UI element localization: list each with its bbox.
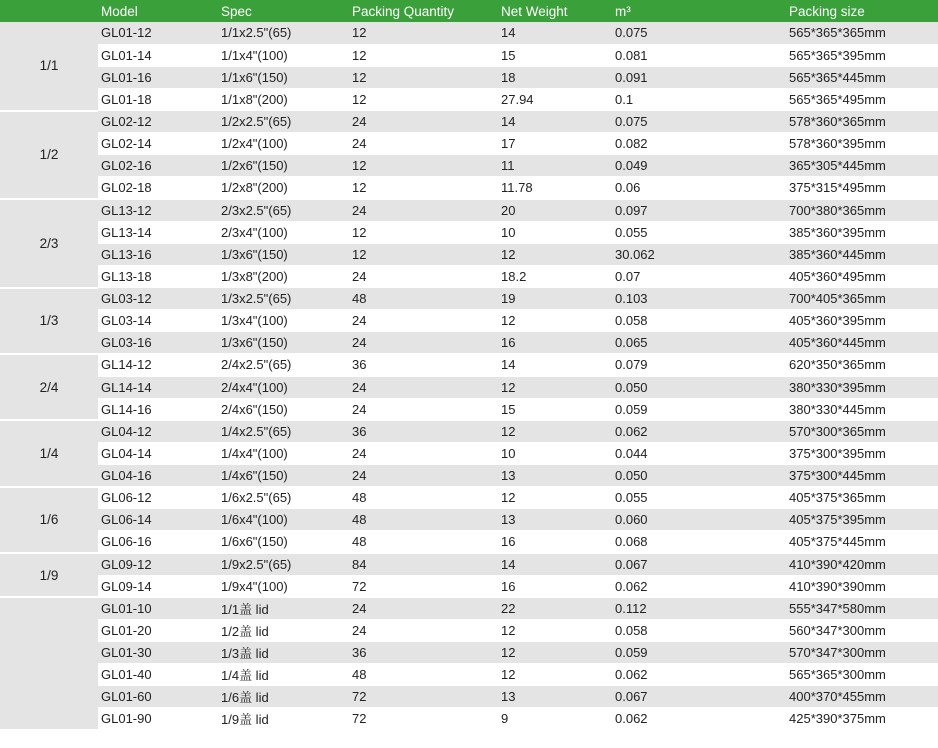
cell-net-weight: 11.78 bbox=[498, 177, 613, 199]
cell-packing-size: 405*360*445mm bbox=[787, 332, 938, 354]
header-row bbox=[0, 0, 938, 22]
cell-packing-quantity: 24 bbox=[350, 265, 498, 287]
cell-packing-size: 410*390*420mm bbox=[787, 553, 938, 575]
header-net-weight: Net Weight bbox=[498, 0, 613, 22]
cell-volume: 0.062 bbox=[613, 420, 787, 442]
cell-model: GL14-16 bbox=[98, 398, 219, 420]
cell-model: GL04-16 bbox=[98, 465, 219, 487]
cell-volume: 0.044 bbox=[613, 442, 787, 464]
cell-packing-quantity: 72 bbox=[350, 686, 498, 708]
cell-model: GL01-90 bbox=[98, 708, 219, 730]
group-label: 1/9 bbox=[0, 553, 98, 597]
header-group bbox=[0, 0, 98, 22]
cell-spec: 1/2x8"(200) bbox=[219, 177, 350, 199]
cell-packing-size: 565*365*495mm bbox=[787, 88, 938, 110]
cell-spec: 1/3盖 lid bbox=[219, 642, 350, 664]
cell-net-weight: 12 bbox=[498, 642, 613, 664]
cell-model: GL06-16 bbox=[98, 531, 219, 553]
cell-packing-quantity: 24 bbox=[350, 442, 498, 464]
cell-net-weight: 14 bbox=[498, 553, 613, 575]
cell-model: GL06-12 bbox=[98, 487, 219, 509]
cell-model: GL01-12 bbox=[98, 22, 219, 44]
cell-packing-quantity: 12 bbox=[350, 155, 498, 177]
cell-packing-quantity: 24 bbox=[350, 465, 498, 487]
header-model: Model bbox=[98, 0, 219, 22]
table-row bbox=[0, 708, 938, 730]
cell-spec: 1/1x2.5"(65) bbox=[219, 22, 350, 44]
cell-spec: 1/2盖 lid bbox=[219, 619, 350, 641]
cell-volume: 0.06 bbox=[613, 177, 787, 199]
cell-packing-size: 405*375*365mm bbox=[787, 487, 938, 509]
cell-packing-size: 385*360*445mm bbox=[787, 243, 938, 265]
group-label: 1/4 bbox=[0, 420, 98, 486]
cell-spec: 2/4x2.5"(65) bbox=[219, 354, 350, 376]
cell-model: GL01-30 bbox=[98, 642, 219, 664]
cell-volume: 0.082 bbox=[613, 133, 787, 155]
cell-model: GL01-20 bbox=[98, 619, 219, 641]
cell-packing-size: 565*365*445mm bbox=[787, 66, 938, 88]
cell-net-weight: 13 bbox=[498, 686, 613, 708]
table-body bbox=[0, 22, 938, 730]
cell-packing-quantity: 48 bbox=[350, 509, 498, 531]
cell-net-weight: 15 bbox=[498, 44, 613, 66]
cell-packing-quantity: 36 bbox=[350, 642, 498, 664]
group-label: 1/2 bbox=[0, 111, 98, 200]
cell-volume: 0.055 bbox=[613, 487, 787, 509]
cell-packing-quantity: 24 bbox=[350, 111, 498, 133]
table-row bbox=[0, 288, 938, 310]
cell-model: GL01-60 bbox=[98, 686, 219, 708]
cell-packing-quantity: 24 bbox=[350, 133, 498, 155]
cell-net-weight: 22 bbox=[498, 597, 613, 619]
cell-model: GL14-12 bbox=[98, 354, 219, 376]
cell-packing-size: 400*370*455mm bbox=[787, 686, 938, 708]
cell-volume: 0.081 bbox=[613, 44, 787, 66]
cell-volume: 0.049 bbox=[613, 155, 787, 177]
cell-volume: 0.103 bbox=[613, 288, 787, 310]
cell-spec: 2/3x4"(100) bbox=[219, 221, 350, 243]
cell-volume: 0.059 bbox=[613, 642, 787, 664]
cell-net-weight: 12 bbox=[498, 487, 613, 509]
cell-packing-quantity: 48 bbox=[350, 664, 498, 686]
cell-spec: 1/1x6"(150) bbox=[219, 66, 350, 88]
cell-spec: 1/6x4"(100) bbox=[219, 509, 350, 531]
table-row bbox=[0, 243, 938, 265]
table-row bbox=[0, 66, 938, 88]
table-row bbox=[0, 487, 938, 509]
cell-spec: 1/3x2.5"(65) bbox=[219, 288, 350, 310]
cell-volume: 0.097 bbox=[613, 199, 787, 221]
cell-packing-size: 555*347*580mm bbox=[787, 597, 938, 619]
cell-packing-quantity: 24 bbox=[350, 619, 498, 641]
cell-packing-size: 565*365*300mm bbox=[787, 664, 938, 686]
table-row bbox=[0, 22, 938, 44]
cell-net-weight: 14 bbox=[498, 354, 613, 376]
cell-spec: 2/3x2.5"(65) bbox=[219, 199, 350, 221]
group-label bbox=[0, 597, 98, 730]
table-row bbox=[0, 420, 938, 442]
group-label: 1/6 bbox=[0, 487, 98, 553]
table-row bbox=[0, 553, 938, 575]
cell-packing-size: 700*405*365mm bbox=[787, 288, 938, 310]
cell-volume: 0.067 bbox=[613, 553, 787, 575]
cell-packing-quantity: 48 bbox=[350, 487, 498, 509]
cell-packing-size: 405*360*395mm bbox=[787, 310, 938, 332]
cell-packing-size: 375*300*445mm bbox=[787, 465, 938, 487]
table-row bbox=[0, 111, 938, 133]
cell-net-weight: 16 bbox=[498, 332, 613, 354]
cell-model: GL14-14 bbox=[98, 376, 219, 398]
cell-volume: 0.062 bbox=[613, 575, 787, 597]
cell-net-weight: 16 bbox=[498, 575, 613, 597]
cell-packing-size: 560*347*300mm bbox=[787, 619, 938, 641]
cell-packing-quantity: 12 bbox=[350, 221, 498, 243]
group-label: 1/3 bbox=[0, 288, 98, 354]
cell-packing-quantity: 24 bbox=[350, 597, 498, 619]
cell-volume: 0.058 bbox=[613, 310, 787, 332]
cell-net-weight: 12 bbox=[498, 243, 613, 265]
cell-volume: 0.062 bbox=[613, 708, 787, 730]
header-packing-size: Packing size bbox=[787, 0, 938, 22]
cell-model: GL13-18 bbox=[98, 265, 219, 287]
cell-volume: 0.065 bbox=[613, 332, 787, 354]
cell-packing-size: 410*390*390mm bbox=[787, 575, 938, 597]
cell-model: GL02-18 bbox=[98, 177, 219, 199]
cell-packing-quantity: 84 bbox=[350, 553, 498, 575]
cell-model: GL13-12 bbox=[98, 199, 219, 221]
table-row bbox=[0, 332, 938, 354]
table-row bbox=[0, 531, 938, 553]
cell-spec: 1/1x8"(200) bbox=[219, 88, 350, 110]
cell-model: GL01-16 bbox=[98, 66, 219, 88]
cell-net-weight: 27.94 bbox=[498, 88, 613, 110]
cell-model: GL02-12 bbox=[98, 111, 219, 133]
cell-packing-quantity: 24 bbox=[350, 310, 498, 332]
cell-packing-size: 578*360*395mm bbox=[787, 133, 938, 155]
cell-net-weight: 17 bbox=[498, 133, 613, 155]
cell-spec: 1/9x4"(100) bbox=[219, 575, 350, 597]
table-row bbox=[0, 133, 938, 155]
cell-volume: 30.062 bbox=[613, 243, 787, 265]
cell-packing-size: 405*360*495mm bbox=[787, 265, 938, 287]
cell-packing-quantity: 48 bbox=[350, 288, 498, 310]
cell-volume: 0.1 bbox=[613, 88, 787, 110]
cell-packing-size: 365*305*445mm bbox=[787, 155, 938, 177]
cell-packing-size: 565*365*395mm bbox=[787, 44, 938, 66]
cell-packing-size: 375*300*395mm bbox=[787, 442, 938, 464]
cell-net-weight: 15 bbox=[498, 398, 613, 420]
cell-packing-size: 570*347*300mm bbox=[787, 642, 938, 664]
cell-net-weight: 16 bbox=[498, 531, 613, 553]
cell-model: GL13-14 bbox=[98, 221, 219, 243]
table-row bbox=[0, 265, 938, 287]
group-label: 2/3 bbox=[0, 199, 98, 288]
cell-spec: 2/4x4"(100) bbox=[219, 376, 350, 398]
table-row bbox=[0, 199, 938, 221]
cell-volume: 0.062 bbox=[613, 664, 787, 686]
cell-volume: 0.050 bbox=[613, 465, 787, 487]
cell-spec: 1/2x2.5"(65) bbox=[219, 111, 350, 133]
cell-model: GL02-14 bbox=[98, 133, 219, 155]
cell-model: GL03-14 bbox=[98, 310, 219, 332]
cell-volume: 0.091 bbox=[613, 66, 787, 88]
table-row bbox=[0, 664, 938, 686]
cell-packing-size: 700*380*365mm bbox=[787, 199, 938, 221]
cell-packing-size: 578*360*365mm bbox=[787, 111, 938, 133]
cell-net-weight: 13 bbox=[498, 465, 613, 487]
cell-net-weight: 12 bbox=[498, 420, 613, 442]
cell-net-weight: 10 bbox=[498, 442, 613, 464]
header-packing-quantity: Packing Quantity bbox=[350, 0, 498, 22]
group-label: 2/4 bbox=[0, 354, 98, 420]
cell-volume: 0.075 bbox=[613, 22, 787, 44]
cell-spec: 1/9盖 lid bbox=[219, 708, 350, 730]
cell-packing-size: 385*360*395mm bbox=[787, 221, 938, 243]
cell-packing-quantity: 48 bbox=[350, 531, 498, 553]
cell-packing-size: 565*365*365mm bbox=[787, 22, 938, 44]
table-row bbox=[0, 44, 938, 66]
cell-spec: 1/4x6"(150) bbox=[219, 465, 350, 487]
cell-net-weight: 10 bbox=[498, 221, 613, 243]
cell-packing-quantity: 24 bbox=[350, 332, 498, 354]
cell-volume: 0.068 bbox=[613, 531, 787, 553]
cell-packing-size: 375*315*495mm bbox=[787, 177, 938, 199]
table-row bbox=[0, 619, 938, 641]
cell-spec: 1/2x4"(100) bbox=[219, 133, 350, 155]
cell-model: GL13-16 bbox=[98, 243, 219, 265]
cell-packing-size: 620*350*365mm bbox=[787, 354, 938, 376]
cell-net-weight: 14 bbox=[498, 111, 613, 133]
cell-packing-size: 405*375*445mm bbox=[787, 531, 938, 553]
header-volume: m³ bbox=[613, 0, 787, 22]
cell-net-weight: 12 bbox=[498, 310, 613, 332]
table-row bbox=[0, 354, 938, 376]
cell-model: GL01-14 bbox=[98, 44, 219, 66]
cell-packing-size: 380*330*395mm bbox=[787, 376, 938, 398]
cell-packing-quantity: 12 bbox=[350, 243, 498, 265]
cell-spec: 1/9x2.5"(65) bbox=[219, 553, 350, 575]
cell-spec: 1/6盖 lid bbox=[219, 686, 350, 708]
table-row bbox=[0, 575, 938, 597]
cell-volume: 0.075 bbox=[613, 111, 787, 133]
table-row bbox=[0, 310, 938, 332]
cell-spec: 1/3x8"(200) bbox=[219, 265, 350, 287]
cell-spec: 1/3x6"(150) bbox=[219, 243, 350, 265]
cell-net-weight: 18.2 bbox=[498, 265, 613, 287]
cell-net-weight: 11 bbox=[498, 155, 613, 177]
cell-spec: 1/4x2.5"(65) bbox=[219, 420, 350, 442]
cell-packing-size: 380*330*445mm bbox=[787, 398, 938, 420]
cell-net-weight: 18 bbox=[498, 66, 613, 88]
cell-packing-quantity: 24 bbox=[350, 376, 498, 398]
cell-net-weight: 12 bbox=[498, 619, 613, 641]
cell-packing-quantity: 36 bbox=[350, 420, 498, 442]
cell-packing-quantity: 72 bbox=[350, 575, 498, 597]
cell-packing-quantity: 12 bbox=[350, 88, 498, 110]
cell-volume: 0.112 bbox=[613, 597, 787, 619]
cell-spec: 1/4盖 lid bbox=[219, 664, 350, 686]
cell-packing-quantity: 72 bbox=[350, 708, 498, 730]
cell-spec: 2/4x6"(150) bbox=[219, 398, 350, 420]
group-label: 1/1 bbox=[0, 22, 98, 111]
cell-spec: 1/1x4"(100) bbox=[219, 44, 350, 66]
cell-model: GL02-16 bbox=[98, 155, 219, 177]
cell-model: GL03-16 bbox=[98, 332, 219, 354]
cell-net-weight: 9 bbox=[498, 708, 613, 730]
cell-model: GL01-40 bbox=[98, 664, 219, 686]
cell-model: GL01-10 bbox=[98, 597, 219, 619]
cell-net-weight: 12 bbox=[498, 664, 613, 686]
table-row bbox=[0, 509, 938, 531]
cell-volume: 0.050 bbox=[613, 376, 787, 398]
table-row bbox=[0, 376, 938, 398]
cell-net-weight: 19 bbox=[498, 288, 613, 310]
cell-model: GL09-12 bbox=[98, 553, 219, 575]
cell-volume: 0.079 bbox=[613, 354, 787, 376]
cell-packing-size: 570*300*365mm bbox=[787, 420, 938, 442]
table-row bbox=[0, 686, 938, 708]
cell-packing-quantity: 24 bbox=[350, 199, 498, 221]
cell-spec: 1/4x4"(100) bbox=[219, 442, 350, 464]
cell-packing-quantity: 12 bbox=[350, 44, 498, 66]
cell-packing-quantity: 12 bbox=[350, 22, 498, 44]
cell-model: GL09-14 bbox=[98, 575, 219, 597]
cell-spec: 1/1盖 lid bbox=[219, 597, 350, 619]
cell-model: GL04-12 bbox=[98, 420, 219, 442]
cell-net-weight: 14 bbox=[498, 22, 613, 44]
table-row bbox=[0, 155, 938, 177]
cell-volume: 0.059 bbox=[613, 398, 787, 420]
table-row bbox=[0, 442, 938, 464]
cell-model: GL01-18 bbox=[98, 88, 219, 110]
cell-spec: 1/3x6"(150) bbox=[219, 332, 350, 354]
cell-volume: 0.067 bbox=[613, 686, 787, 708]
cell-net-weight: 13 bbox=[498, 509, 613, 531]
cell-spec: 1/6x2.5"(65) bbox=[219, 487, 350, 509]
cell-packing-size: 425*390*375mm bbox=[787, 708, 938, 730]
cell-model: GL03-12 bbox=[98, 288, 219, 310]
cell-spec: 1/3x4"(100) bbox=[219, 310, 350, 332]
cell-packing-quantity: 12 bbox=[350, 66, 498, 88]
table-row bbox=[0, 597, 938, 619]
cell-volume: 0.055 bbox=[613, 221, 787, 243]
cell-volume: 0.060 bbox=[613, 509, 787, 531]
table-row bbox=[0, 642, 938, 664]
cell-spec: 1/6x6"(150) bbox=[219, 531, 350, 553]
table-row bbox=[0, 88, 938, 110]
table-row bbox=[0, 177, 938, 199]
table-row bbox=[0, 221, 938, 243]
cell-packing-quantity: 36 bbox=[350, 354, 498, 376]
cell-model: GL04-14 bbox=[98, 442, 219, 464]
header-spec: Spec bbox=[219, 0, 350, 22]
cell-net-weight: 12 bbox=[498, 376, 613, 398]
cell-volume: 0.07 bbox=[613, 265, 787, 287]
cell-packing-quantity: 12 bbox=[350, 177, 498, 199]
cell-packing-size: 405*375*395mm bbox=[787, 509, 938, 531]
cell-net-weight: 20 bbox=[498, 199, 613, 221]
table-row bbox=[0, 398, 938, 420]
cell-spec: 1/2x6"(150) bbox=[219, 155, 350, 177]
cell-volume: 0.058 bbox=[613, 619, 787, 641]
cell-packing-quantity: 24 bbox=[350, 398, 498, 420]
cell-model: GL06-14 bbox=[98, 509, 219, 531]
table-row bbox=[0, 465, 938, 487]
